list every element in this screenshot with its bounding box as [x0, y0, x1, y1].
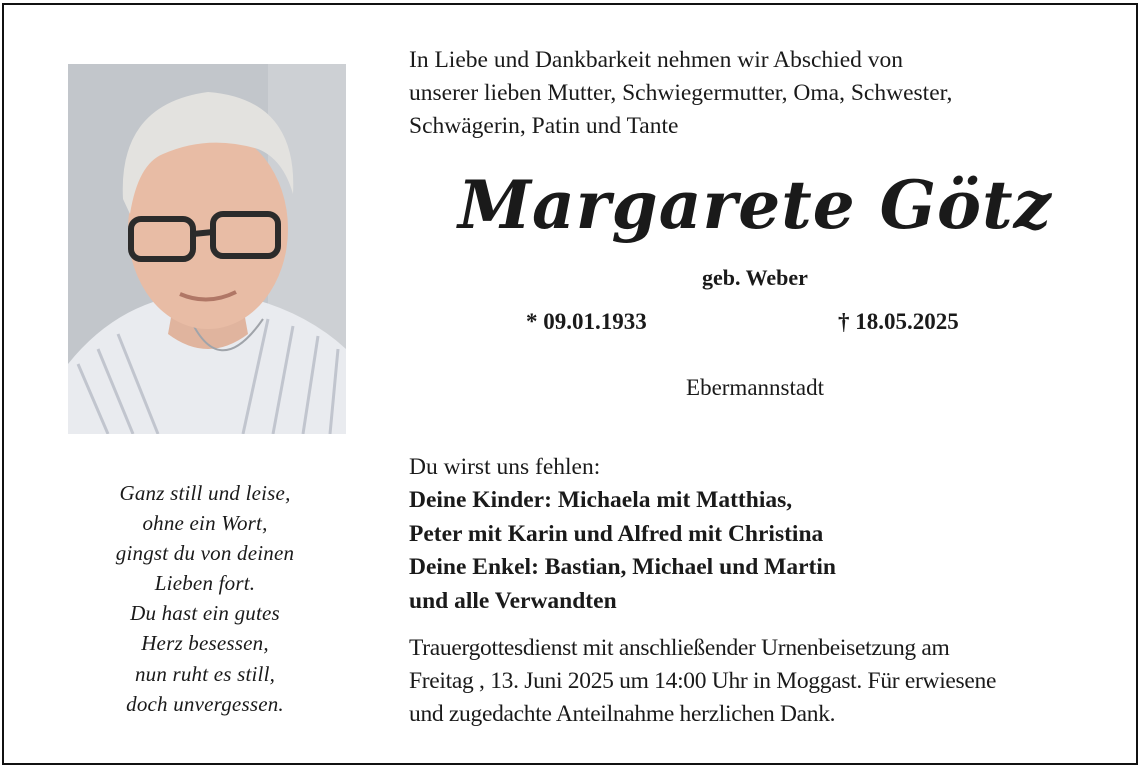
family-line: Deine Kinder: Michaela mit Matthias, [409, 487, 793, 514]
hometown: Ebermannstadt [686, 375, 824, 400]
poem-line: gingst du von deinen [115, 541, 295, 566]
poem-line: Ganz still und leise, [119, 481, 291, 505]
death-date: † 18.05.2025 [838, 309, 959, 334]
poem-line: ohne ein Wort, [142, 511, 268, 536]
deceased-name: Margarete Götz [457, 166, 1053, 244]
poem-line: Du hast ein gutes [130, 601, 280, 626]
poem-line: doch unvergessen. [126, 691, 284, 716]
maiden-name: geb. Weber [702, 265, 808, 290]
family-line: und alle Verwandten [409, 587, 617, 614]
birth-date: * 09.01.1933 [526, 309, 647, 334]
poem-line: nun ruht es still, [134, 661, 276, 686]
poem-line: Lieben fort. [154, 571, 256, 596]
intro-line: Schwägerin, Patin und Tante [409, 113, 679, 139]
intro-line: unserer lieben Mutter, Schwiegermutter, Oma, Schwester, [409, 80, 953, 106]
memorial-poem [70, 478, 340, 719]
family-intro: Du wirst uns fehlen: [409, 454, 601, 480]
poem-line: Herz besessen, [141, 631, 269, 656]
service-line: Trauergottesdienst mit anschließender Urnenbeisetzung am [409, 635, 950, 661]
family-mourners [409, 451, 1129, 618]
intro-line: In Liebe und Dankbarkeit nehmen wir Abschied von [409, 47, 904, 73]
family-line: Deine Enkel: Bastian, Michael und Martin [409, 554, 836, 581]
intro-text [409, 44, 1129, 143]
portrait-photo [68, 64, 346, 434]
funeral-service-info [409, 632, 1129, 731]
family-line: Peter mit Karin und Alfred mit Christina [409, 520, 824, 547]
service-line: Freitag , 13. Juni 2025 um 14:00 Uhr in Moggast. Für erwiesene [409, 668, 997, 694]
service-line: und zugedachte Anteilnahme herzlichen Dank. [409, 701, 836, 727]
